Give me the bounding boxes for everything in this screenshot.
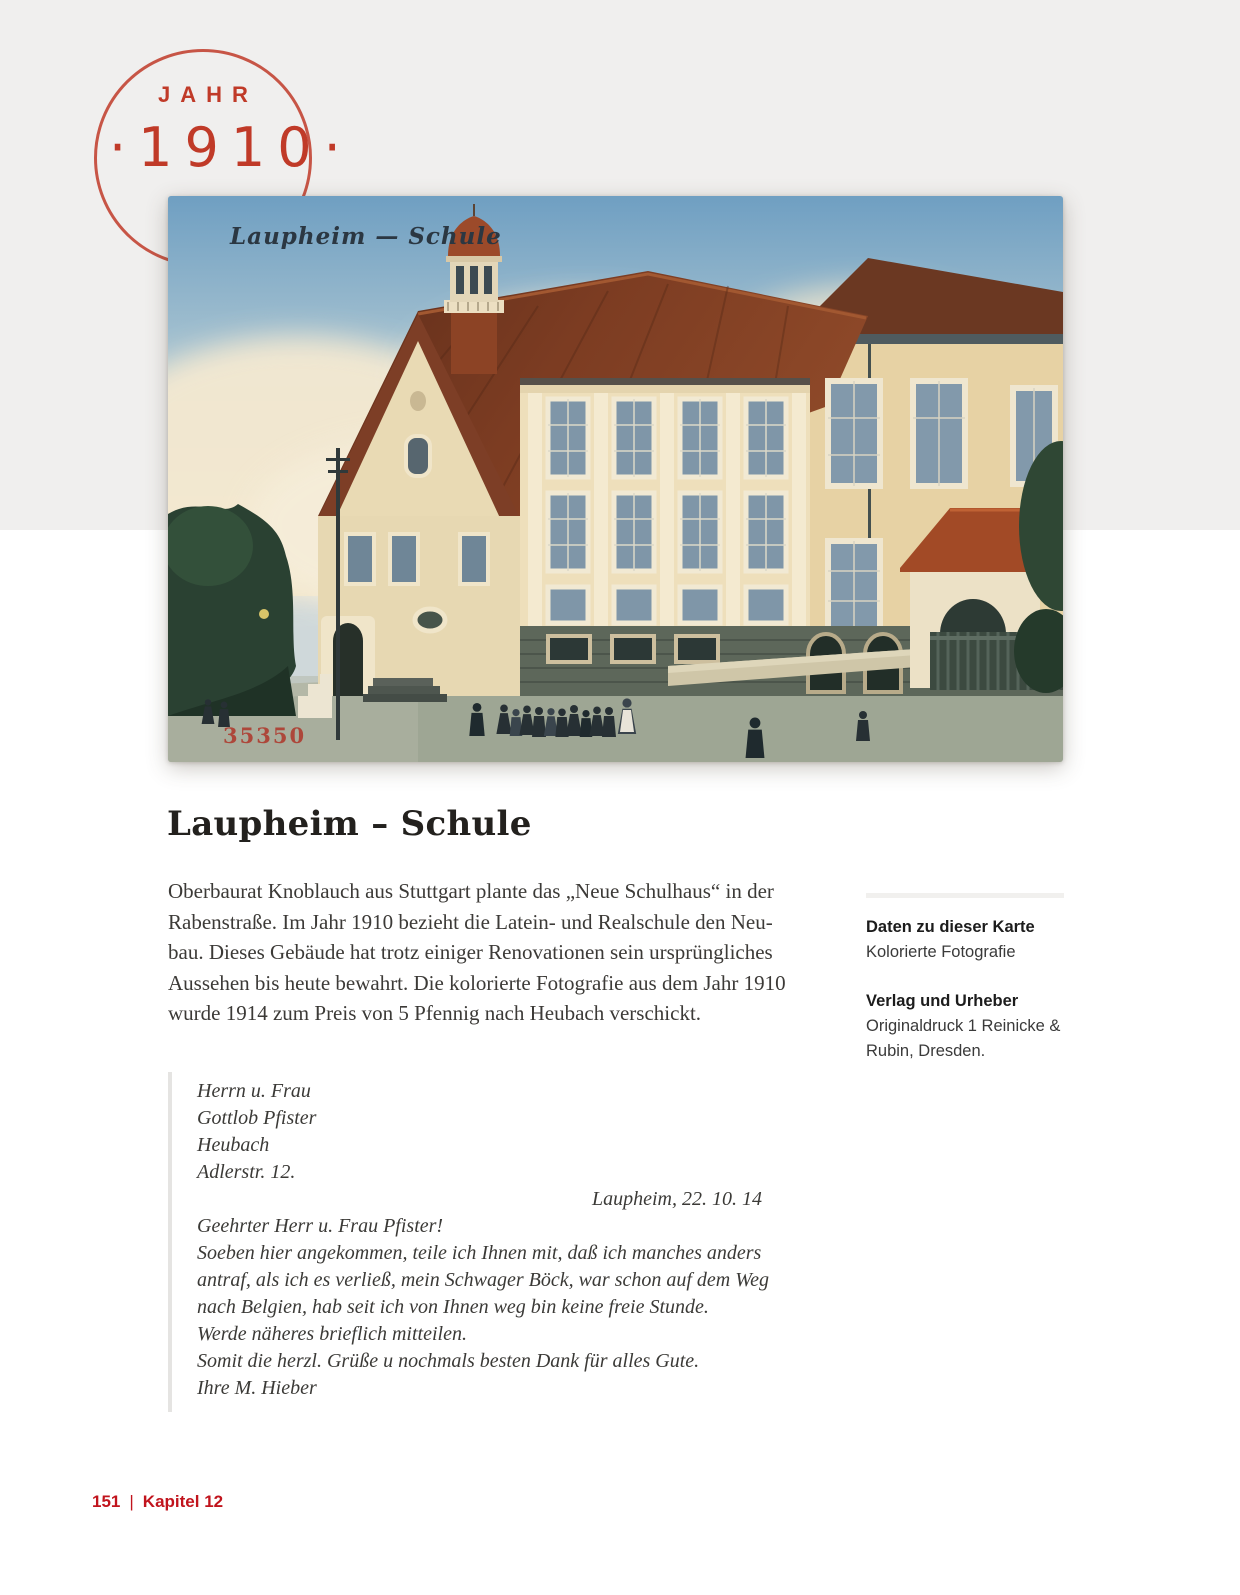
postcard-trees [168,504,296,716]
article-body [168,876,786,1029]
article-body-line: wurde 1914 zum Preis von 5 Pfennig nach Heubach verschickt. [168,1001,702,1025]
page-title: Laupheim – Schule [167,804,532,844]
letter-transcription [168,1072,804,1412]
metadata-sidebar [866,893,1064,1064]
chapter-label: Kapitel 12 [142,1492,224,1511]
sidebar-section-card-data [866,915,1064,965]
postcard-image [168,196,1063,762]
article-body-line: bau. Dieses Gebäude hat trotz einiger Renovationen sein ursprüngliches [168,940,773,964]
postcard-caption: Laupheim — Schule [230,223,502,250]
letter-address-line: Heubach [197,1134,270,1156]
footer-separator: | [129,1492,134,1511]
sidebar-section-text: Rubin, Dresden. [866,1042,986,1060]
year-stamp-label: JAHR [158,82,258,107]
sidebar-section-title: Daten zu dieser Karte [866,918,1035,936]
letter-body-line: nach Belgien, hab seit ich von Ihnen weg bin keine freie Stunde. [197,1296,709,1318]
page-footer [92,1492,223,1512]
article-body-line: Rabenstraße. Im Jahr 1910 bezieht die Latein- und Realschule den Neu- [168,909,773,934]
letter-body-line: Soeben hier angekommen, teile ich Ihnen mit, daß ich manches anders [197,1242,762,1264]
letter-address-line: Gottlob Pfister [197,1107,317,1129]
letter-body-line: Somit die herzl. Grüße u nochmals besten Dank für alles Gute. [197,1350,700,1372]
article-body-line: Aussehen bis heute bewahrt. Die kolorierte Fotografie aus dem Jahr 1910 [168,970,786,995]
sidebar-section-publisher [866,989,1064,1064]
postcard-serial-number: 35350 [223,723,307,748]
letter-body-line: antraf, als ich es verließ, mein Schwager Böck, war schon auf dem Weg [197,1269,769,1291]
page-number: 151 [92,1492,121,1511]
letter-body-line: Geehrter Herr u. Frau Pfister! [197,1215,444,1237]
article-body-line: Oberbaurat Knoblauch aus Stuttgart plante das „Neue Schulhaus“ in der [168,879,774,903]
year-stamp-year: ·1910· [109,116,353,179]
letter-body-line: Werde näheres brieflich mitteilen. [197,1323,467,1345]
sidebar-section-text: Kolorierte Fotografie [866,943,1016,961]
sidebar-section-title: Verlag und Urheber [866,992,1019,1010]
sidebar-section-text: Originaldruck 1 Reinicke & [866,1017,1061,1035]
letter-address-line: Herrn u. Frau [197,1080,311,1102]
letter-dateline: Laupheim, 22. 10. 14 [592,1188,762,1210]
letter-body-line: Ihre M. Hieber [197,1377,317,1399]
letter-address-line: Adlerstr. 12. [197,1161,296,1183]
sidebar-rule [866,893,1064,898]
